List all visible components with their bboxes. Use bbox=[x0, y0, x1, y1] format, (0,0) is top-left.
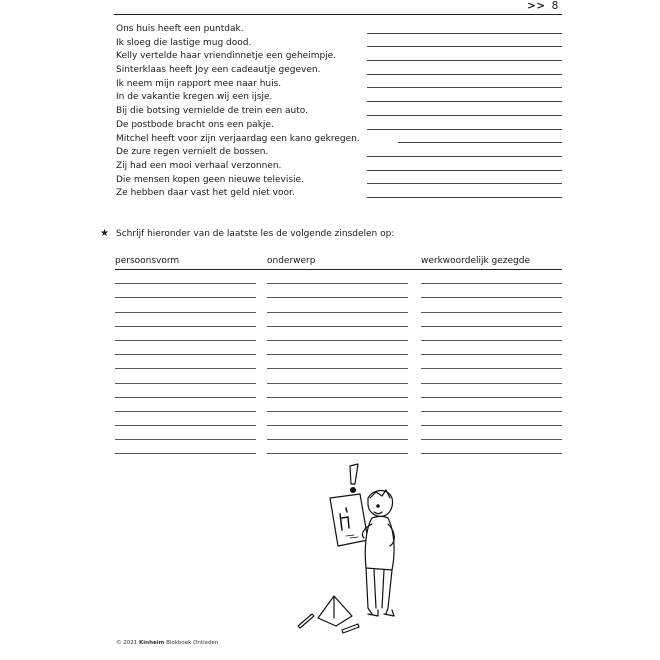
paper-sheet bbox=[330, 494, 368, 546]
boy-figure bbox=[362, 490, 394, 616]
sentence-text: Mitchel heeft voor zijn verjaardag een kano gekregen. bbox=[116, 133, 360, 144]
answer-line[interactable] bbox=[367, 129, 562, 130]
sentence-text: De zure regen vernielt de bossen. bbox=[116, 147, 269, 158]
answer-line[interactable] bbox=[421, 369, 562, 383]
sentence-row bbox=[116, 146, 562, 160]
answer-line[interactable] bbox=[267, 284, 408, 298]
answer-line[interactable] bbox=[267, 327, 408, 341]
answer-line[interactable] bbox=[367, 46, 562, 47]
column-persoonsvorm bbox=[115, 270, 256, 454]
sentence-row bbox=[116, 64, 562, 78]
answer-line[interactable] bbox=[115, 313, 256, 327]
answer-line[interactable] bbox=[367, 115, 562, 116]
sentence-text: Zij had een mooi verhaal verzonnen. bbox=[116, 160, 282, 171]
answer-line[interactable] bbox=[421, 298, 562, 312]
exclamation-icon bbox=[350, 464, 358, 492]
answer-line[interactable] bbox=[367, 197, 562, 198]
answer-line[interactable] bbox=[115, 440, 256, 454]
answer-line[interactable] bbox=[115, 369, 256, 383]
answer-line[interactable] bbox=[421, 398, 562, 412]
instruction bbox=[100, 228, 394, 239]
column-onderwerp bbox=[267, 270, 408, 454]
answer-line[interactable] bbox=[421, 284, 562, 298]
answer-line[interactable] bbox=[421, 412, 562, 426]
answer-line[interactable] bbox=[267, 369, 408, 383]
column-header-persoonsvorm: persoonsvorm bbox=[115, 256, 180, 266]
footer-copyright: © 2021 bbox=[116, 640, 138, 646]
answer-line[interactable] bbox=[115, 298, 256, 312]
answer-line[interactable] bbox=[421, 270, 562, 284]
answer-line[interactable] bbox=[267, 270, 408, 284]
answer-line[interactable] bbox=[115, 355, 256, 369]
answer-line[interactable] bbox=[115, 412, 256, 426]
sentence-text: Ze hebben daar vast het geld niet voor. bbox=[116, 188, 295, 199]
answer-line[interactable] bbox=[115, 284, 256, 298]
sentence-text: Ik neem mijn rapport mee naar huis. bbox=[116, 78, 282, 89]
answer-line[interactable] bbox=[421, 341, 562, 355]
footer-title: Blokboek Ontleden bbox=[166, 640, 219, 646]
footer bbox=[116, 640, 218, 646]
page-number-value: 8 bbox=[551, 0, 559, 12]
sentence-row bbox=[116, 174, 562, 188]
answer-line[interactable] bbox=[267, 384, 408, 398]
sentence-row bbox=[116, 133, 562, 147]
sentence-row bbox=[116, 187, 562, 201]
answer-line[interactable] bbox=[367, 156, 562, 157]
sentence-row bbox=[116, 37, 562, 51]
sentence-row bbox=[116, 78, 562, 92]
column-header-werkwoordelijk-gezegde: werkwoordelijk gezegde bbox=[421, 256, 531, 266]
answer-line[interactable] bbox=[367, 60, 562, 61]
sentence-row bbox=[116, 160, 562, 174]
footer-brand: Kinheim bbox=[139, 640, 165, 646]
answer-line[interactable] bbox=[115, 398, 256, 412]
answer-line[interactable] bbox=[115, 270, 256, 284]
star-icon: ★ bbox=[100, 228, 109, 239]
sentence-text: Die mensen kopen geen nieuwe televisie. bbox=[116, 174, 304, 185]
column-werkwoordelijk-gezegde bbox=[421, 270, 562, 454]
answer-line[interactable] bbox=[367, 87, 562, 88]
sentence-text: Ik sloeg die lastige mug dood. bbox=[116, 37, 252, 48]
answer-line[interactable] bbox=[421, 313, 562, 327]
answer-line[interactable] bbox=[267, 426, 408, 440]
answer-line[interactable] bbox=[367, 33, 562, 34]
answer-line[interactable] bbox=[267, 398, 408, 412]
dropped-book bbox=[318, 596, 352, 626]
answer-line[interactable] bbox=[421, 426, 562, 440]
answer-line[interactable] bbox=[421, 440, 562, 454]
sentence-text: In de vakantie kregen wij een ijsje. bbox=[116, 92, 273, 103]
page-arrows: >> bbox=[527, 0, 546, 12]
answer-line[interactable] bbox=[115, 426, 256, 440]
sentence-row bbox=[116, 91, 562, 105]
answer-line[interactable] bbox=[115, 341, 256, 355]
answer-line[interactable] bbox=[367, 101, 562, 102]
answer-line[interactable] bbox=[267, 440, 408, 454]
answer-line[interactable] bbox=[421, 384, 562, 398]
sentence-text: Sinterklaas heeft Joy een cadeautje gegeven. bbox=[116, 65, 321, 76]
answer-line[interactable] bbox=[267, 313, 408, 327]
sentence-text: Bij die botsing vernielde de trein een auto. bbox=[116, 106, 308, 117]
sentence-list bbox=[116, 23, 562, 201]
sentence-row bbox=[116, 119, 562, 133]
instruction-text: Schrijf hieronder van de laatste les de volgende zinsdelen op: bbox=[116, 229, 395, 239]
answer-line[interactable] bbox=[267, 412, 408, 426]
answer-line[interactable] bbox=[421, 355, 562, 369]
answer-line[interactable] bbox=[421, 327, 562, 341]
page-number bbox=[527, 0, 559, 12]
answer-line[interactable] bbox=[115, 384, 256, 398]
answer-line[interactable] bbox=[367, 74, 562, 75]
answer-line[interactable] bbox=[367, 183, 562, 184]
sentence-text: Ons huis heeft een puntdak. bbox=[116, 24, 244, 34]
answer-line[interactable] bbox=[398, 142, 562, 143]
answer-line[interactable] bbox=[267, 298, 408, 312]
answer-line[interactable] bbox=[115, 327, 256, 341]
sentence-text: De postbode bracht ons een pakje. bbox=[116, 119, 274, 130]
boy-reading-illustration bbox=[288, 458, 418, 638]
answer-line[interactable] bbox=[367, 170, 562, 171]
column-header-onderwerp: onderwerp bbox=[267, 256, 316, 266]
sentence-row bbox=[116, 105, 562, 119]
answer-line[interactable] bbox=[267, 341, 408, 355]
answer-line[interactable] bbox=[267, 355, 408, 369]
header-rule bbox=[114, 14, 562, 15]
sentence-row bbox=[116, 23, 562, 37]
sentence-row bbox=[116, 50, 562, 64]
sentence-text: Kelly vertelde haar vriendinnetje een geheimpje. bbox=[116, 51, 337, 62]
